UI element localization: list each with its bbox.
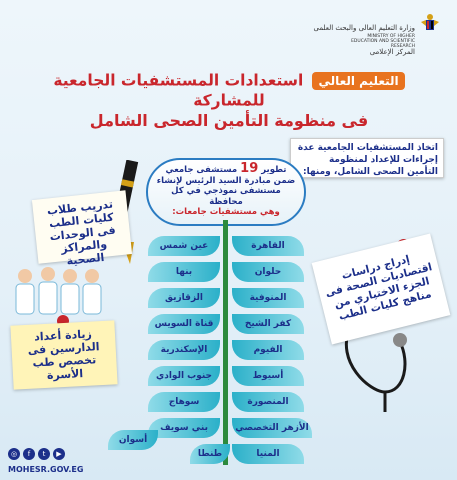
media-center-label: المركز الإعلامى xyxy=(369,48,415,56)
ministry-logo xyxy=(313,6,451,58)
development-note: وهي مستشفيات جامعات: xyxy=(172,207,280,217)
university-leaf: الزقازيق xyxy=(148,288,220,308)
university-leaf: الأزهر التخصصي xyxy=(232,418,312,438)
university-leaf: المنيا xyxy=(232,444,304,464)
eagle-emblem-icon xyxy=(419,12,441,34)
social-icons xyxy=(8,448,65,460)
hospital-development-box xyxy=(146,158,306,226)
university-leaf: أسيوط xyxy=(232,366,304,386)
university-leaf: سوهاج xyxy=(148,392,220,412)
title-line-1: استعدادات المستشفيات الجامعية للمشاركة xyxy=(53,71,304,109)
hospital-development-text xyxy=(154,161,298,218)
training-note xyxy=(32,190,132,268)
title-line-2: فى منظومة التأمين الصحى الشامل xyxy=(89,111,369,130)
ministry-name-arabic: وزارة التعليم العالى والبحث العلمى xyxy=(313,24,415,32)
hospital-count: 19 xyxy=(240,161,259,176)
family-medicine-note xyxy=(10,320,117,389)
website-link[interactable]: MOHESR.GOV.EG xyxy=(8,465,84,474)
university-leaf: المنصورة xyxy=(232,392,304,412)
university-leaf: القاهرة xyxy=(232,236,304,256)
intro-box xyxy=(290,138,444,178)
doctors-illustration-icon xyxy=(10,262,105,317)
university-leaf: المنوفية xyxy=(232,288,304,308)
university-leaf: جنوب الوادي xyxy=(148,366,220,386)
facebook-icon[interactable]: f xyxy=(23,448,35,460)
university-leaf: طنطا xyxy=(190,444,230,464)
training-note-text: تدريب طلاب كليات الطب فى الوحدات والمراكز الصحية xyxy=(46,197,117,268)
university-leaf: حلوان xyxy=(232,262,304,282)
twitter-icon[interactable]: t xyxy=(38,448,50,460)
university-leaf: بنها xyxy=(148,262,220,282)
category-badge: التعليم العالي xyxy=(312,72,404,90)
university-leaf: كفر الشيخ xyxy=(232,314,304,334)
family-medicine-note-text: زيادة أعداد الدارسين فى تخصص طب الأسرة xyxy=(27,327,100,382)
university-leaf: الإسكندرية xyxy=(148,340,220,360)
instagram-icon[interactable]: ◎ xyxy=(8,448,20,460)
youtube-icon[interactable]: ▶ xyxy=(53,448,65,460)
university-leaf: عين شمس xyxy=(148,236,220,256)
development-prefix: تطوير xyxy=(261,165,287,175)
university-leaf: بني سويف xyxy=(148,418,220,438)
curriculum-note-text: إدراج دراسات اقتصاديات الصحة فى الجزء الاختياري من مناهج كليات الطب xyxy=(324,253,434,323)
tree-stem xyxy=(223,220,228,465)
university-leaf: قناة السويس xyxy=(148,314,220,334)
university-leaf: الفيوم xyxy=(232,340,304,360)
intro-text: اتخاذ المستشفيات الجامعية عدة إجراءات للإعداد لمنظومة التأمين الصحى الشامل، ومنها: xyxy=(297,143,438,177)
ministry-name-english: MINISTRY OF HIGHER EDUCATION AND SCIENTIFIC RESEARCH xyxy=(351,34,415,49)
university-leaf: أسوان xyxy=(108,430,158,450)
development-body: مستشفى جامعي ضمن مبادرة السيد الرئيس لإنشاء مستشفى نموذجي في كل محافظة xyxy=(156,165,296,207)
page-title xyxy=(20,70,438,130)
